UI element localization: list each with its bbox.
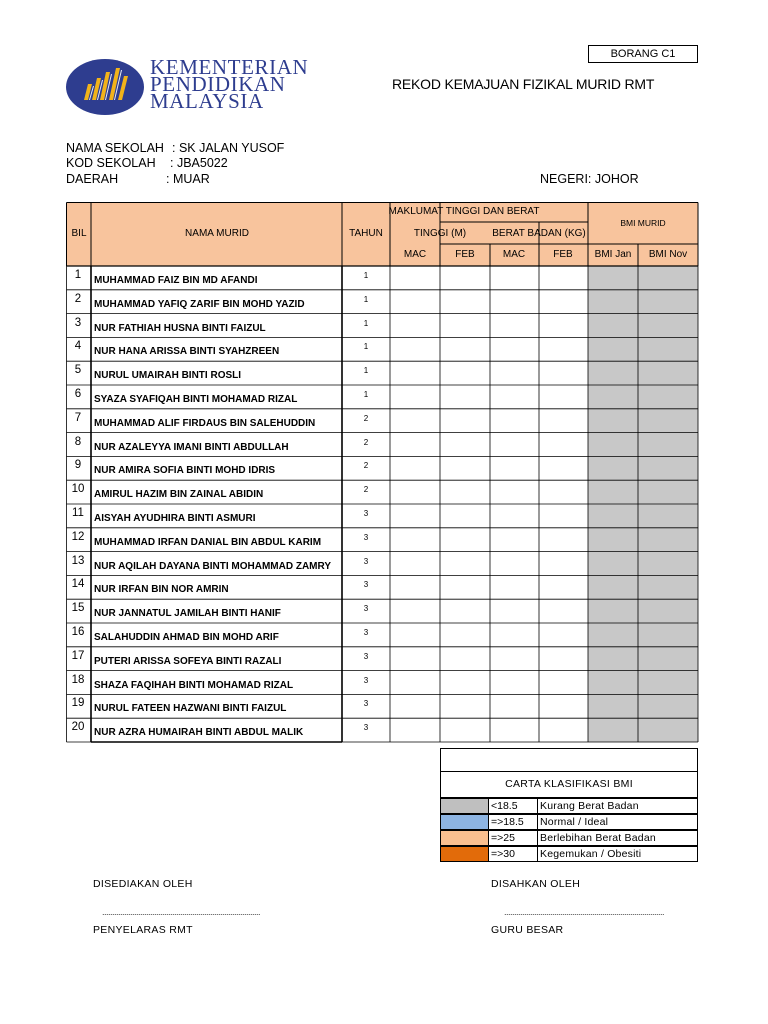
student-year: 3 xyxy=(363,699,369,709)
student-name: PUTERI ARISSA SOFEYA BINTI RAZALI xyxy=(94,655,282,667)
legend-label: Berlebihan Berat Badan xyxy=(537,830,698,846)
student-name: SHAZA FAQIHAH BINTI MOHAMAD RIZAL xyxy=(94,679,294,691)
row-number: 10 xyxy=(71,483,85,496)
school-code-value: : JBA5022 xyxy=(170,156,228,170)
legend-label: Kurang Berat Badan xyxy=(537,798,698,814)
legend-label: Normal / Ideal xyxy=(537,814,698,830)
student-name: NURUL UMAIRAH BINTI ROSLI xyxy=(94,370,242,382)
row-number: 4 xyxy=(74,340,82,353)
student-year: 2 xyxy=(363,437,369,447)
student-name: AMIRUL HAZIM BIN ZAINAL ABIDIN xyxy=(94,489,264,501)
student-year: 3 xyxy=(363,556,369,566)
student-year: 3 xyxy=(363,532,369,542)
header-bmi: BMI MURID xyxy=(620,218,666,228)
student-year: 3 xyxy=(363,651,369,661)
student-name: MUHAMMAD YAFIQ ZARIF BIN MOHD YAZID xyxy=(94,298,305,310)
logo-line-1: KEMENTERIAN xyxy=(150,55,309,79)
row-number: 17 xyxy=(71,649,85,662)
school-name-label: NAMA SEKOLAH xyxy=(66,141,164,155)
signature-line-right: ................................................................................ xyxy=(504,907,665,917)
logo-line-3: MALAYSIA xyxy=(150,89,264,113)
row-number: 9 xyxy=(74,459,82,472)
school-info xyxy=(66,140,666,190)
ministry-logo xyxy=(66,56,316,118)
district-value: : MUAR xyxy=(166,172,210,186)
prepared-by-label: DISEDIAKAN OLEH xyxy=(93,878,193,890)
row-number: 11 xyxy=(72,507,84,519)
student-name: SALAHUDDIN AHMAD BIN MOHD ARIF xyxy=(94,632,279,643)
legend-range: =>25 xyxy=(488,830,538,846)
logo-text xyxy=(150,55,309,113)
student-name: NURUL FATEEN HAZWANI BINTI FAIZUL xyxy=(94,703,287,715)
student-year: 3 xyxy=(363,604,369,614)
header-mac-weight: MAC xyxy=(502,249,526,260)
row-number: 19 xyxy=(71,697,85,710)
row-number: 3 xyxy=(74,316,82,329)
state-value: NEGERI: JOHOR xyxy=(540,172,639,186)
approved-by-label: DISAHKAN OLEH xyxy=(491,878,581,890)
student-year: 1 xyxy=(363,294,369,304)
student-name: NUR FATHIAH HUSNA BINTI FAIZUL xyxy=(94,322,266,334)
legend-label: Kegemukan / Obesiti xyxy=(537,846,698,862)
student-year: 3 xyxy=(363,675,369,685)
student-year: 3 xyxy=(363,723,369,733)
student-year: 1 xyxy=(363,390,369,399)
school-name-value: : SK JALAN YUSOF xyxy=(172,141,285,155)
student-year: 3 xyxy=(363,628,369,637)
legend-row xyxy=(440,830,698,846)
district-label: DAERAH xyxy=(66,172,119,186)
row-number: 14 xyxy=(71,578,85,591)
header-bil: BIL xyxy=(71,228,87,239)
student-name: AISYAH AYUDHIRA BINTI ASMURI xyxy=(94,513,256,524)
student-name: NUR IRFAN BIN NOR AMRIN xyxy=(94,584,229,596)
student-name: NUR AMIRA SOFIA BINTI MOHD IDRIS xyxy=(94,465,276,477)
student-year: 2 xyxy=(363,485,369,495)
row-number: 6 xyxy=(74,388,82,400)
row-number: 8 xyxy=(74,435,82,448)
header-feb-weight: FEB xyxy=(553,249,573,260)
legend-row xyxy=(440,814,698,830)
coordinator-label: PENYELARAS RMT xyxy=(93,924,193,936)
header-weight: BERAT BADAN (KG) xyxy=(492,228,586,239)
legend-range: =>30 xyxy=(488,846,538,862)
student-year: 3 xyxy=(363,509,369,518)
header-height: TINGGI (M) xyxy=(413,228,467,239)
row-number: 2 xyxy=(74,292,82,305)
logo-line-2: PENDIDIKAN xyxy=(150,72,286,96)
header-info-group: MAKLUMAT TINGGI DAN BERAT xyxy=(388,206,540,217)
row-number: 7 xyxy=(74,411,82,424)
student-name: NUR JANNATUL JAMILAH BINTI HANIF xyxy=(94,608,281,620)
row-number: 12 xyxy=(71,530,85,543)
headmaster-label: GURU BESAR xyxy=(491,924,564,936)
student-year: 1 xyxy=(363,342,369,352)
row-number: 18 xyxy=(71,673,85,686)
header-bmi-nov: BMI Nov xyxy=(648,249,688,260)
student-year: 1 xyxy=(363,318,369,328)
row-number: 1 xyxy=(74,269,82,281)
student-year: 3 xyxy=(363,580,369,590)
row-number: 13 xyxy=(71,554,85,567)
school-code-label: KOD SEKOLAH xyxy=(66,156,156,170)
header-mac-height: MAC xyxy=(403,249,427,260)
header-feb-height: FEB xyxy=(455,249,475,260)
row-number: 5 xyxy=(74,364,82,377)
form-code-box: BORANG C1 xyxy=(588,45,698,63)
student-year: 1 xyxy=(363,366,369,376)
student-name: MUHAMMAD FAIZ BIN MD AFANDI xyxy=(94,275,258,286)
legend-row xyxy=(440,846,698,862)
student-name: NUR AZALEYYA IMANI BINTI ABDULLAH xyxy=(94,441,289,453)
signature-line-left: ............................................................................... xyxy=(102,907,261,917)
student-year: 2 xyxy=(363,461,369,471)
legend-range: =>18.5 xyxy=(488,814,538,830)
legend-range: <18.5 xyxy=(488,798,538,814)
header-name: NAMA MURID xyxy=(185,228,249,239)
legend-title: CARTA KLASIFIKASI BMI xyxy=(440,771,698,798)
row-number: 16 xyxy=(71,626,85,638)
student-name: MUHAMMAD IRFAN DANIAL BIN ABDUL KARIM xyxy=(94,536,322,548)
student-year: 2 xyxy=(363,413,369,423)
document-title: REKOD KEMAJUAN FIZIKAL MURID RMT xyxy=(392,76,655,92)
legend-swatch xyxy=(440,814,489,830)
student-record-table xyxy=(66,202,699,750)
row-number: 15 xyxy=(71,602,85,615)
header-year: TAHUN xyxy=(349,228,383,239)
student-year: 1 xyxy=(363,271,369,280)
legend-swatch xyxy=(440,846,489,862)
student-name: NUR AZRA HUMAIRAH BINTI ABDUL MALIK xyxy=(94,727,304,739)
student-name: NUR AQILAH DAYANA BINTI MOHAMMAD ZAMRY xyxy=(94,560,332,572)
legend-row xyxy=(440,798,698,814)
student-name: SYAZA SYAFIQAH BINTI MOHAMAD RIZAL xyxy=(94,394,298,405)
legend-top-cell xyxy=(440,748,698,772)
student-name: NUR HANA ARISSA BINTI SYAHZREEN xyxy=(94,346,280,358)
legend-swatch xyxy=(440,798,489,814)
legend-swatch xyxy=(440,830,489,846)
header-bmi-jan: BMI Jan xyxy=(594,249,632,260)
student-name: MUHAMMAD ALIF FIRDAUS BIN SALEHUDDIN xyxy=(94,417,316,429)
row-number: 20 xyxy=(71,721,85,734)
